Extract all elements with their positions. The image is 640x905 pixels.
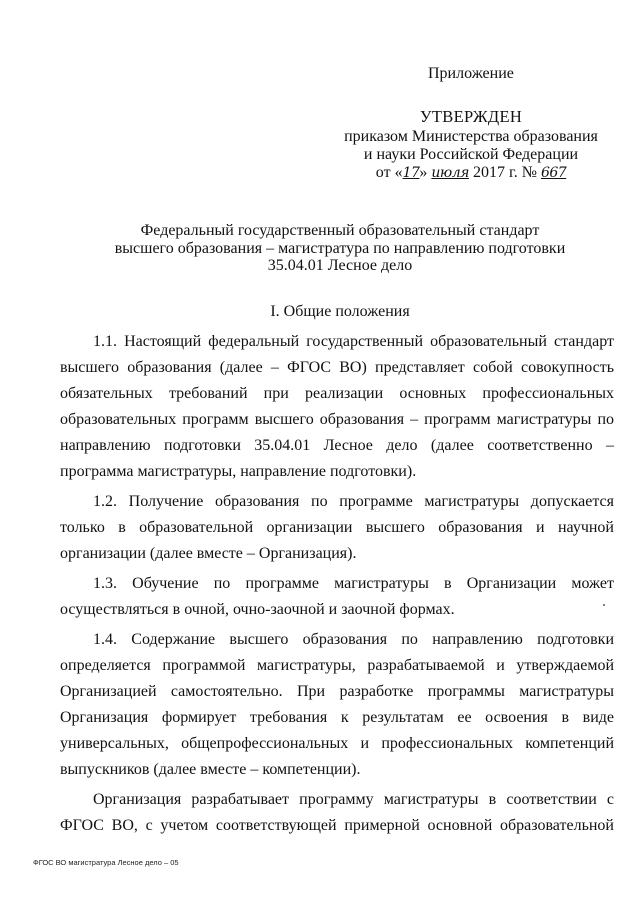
date-mid: » <box>419 164 428 181</box>
title-line-2: высшего образования – магистратура по направлению подготовки <box>114 239 566 257</box>
date-prefix: от « <box>375 164 403 181</box>
approved-heading: УТВЕРЖДЕН <box>419 107 523 126</box>
date-day-handwritten: 17 <box>402 165 420 181</box>
order-number-handwritten: 667 <box>540 165 567 181</box>
document-title <box>60 222 620 275</box>
paragraph-1-1: 1.1. Настоящий федеральный государственный образовательный стандарт высшего образования (далее – ФГОС ВО) представляет собой совокупность обязательных требований при реализации основных профессиональных образовательных программ высшего образования – программ магистратуры по направлению подготовки 35.04.01 Лесное дело (далее соответственно – программа магистратуры, направление подготовки). <box>60 333 614 480</box>
document-body <box>60 329 614 843</box>
title-line-3: 35.04.01 Лесное дело <box>267 257 413 274</box>
order-line-1: приказом Министерства образования <box>344 128 598 145</box>
paragraph-continuation: Организация разрабатывает программу магистратуры в соответствии с ФГОС ВО, с учетом соответствующей примерной основной образовательной <box>60 791 614 834</box>
paragraph-1-3: 1.3. Обучение по программе магистратуры в Организации может осуществляться в очной, очно-заочной и заочной формах. <box>60 575 614 618</box>
approval-block <box>340 108 602 182</box>
date-year: 2017 г. № <box>472 164 537 181</box>
date-month-handwritten: июля <box>431 165 469 181</box>
scan-speck <box>603 604 605 606</box>
appendix-label: Приложение <box>428 65 514 82</box>
order-line-2: и науки Российской Федерации <box>363 146 579 163</box>
page-footer: ФГОС ВО магистратура Лесное дело – 05 <box>33 858 179 867</box>
paragraph-1-2: 1.2. Получение образования по программе магистратуры допускается только в образовательной организации высшего образования и научной организации (далее вместе – Организация). <box>60 493 614 562</box>
section-title: I. Общие положения <box>270 303 410 320</box>
paragraph-1-4: 1.4. Содержание высшего образования по направлению подготовки определяется программой магистратуры, разрабатываемой и утверждаемой Организацией самостоятельно. При разработке программы магистратуры Организация формирует требования к результатам ее освоения в виде универсальных, общепрофессиональных и профессиональных компетенций выпускников (далее вместе – компетенции). <box>60 631 614 778</box>
order-date-line <box>340 164 602 182</box>
title-line-1: Федеральный государственный образовательный стандарт <box>140 222 540 239</box>
